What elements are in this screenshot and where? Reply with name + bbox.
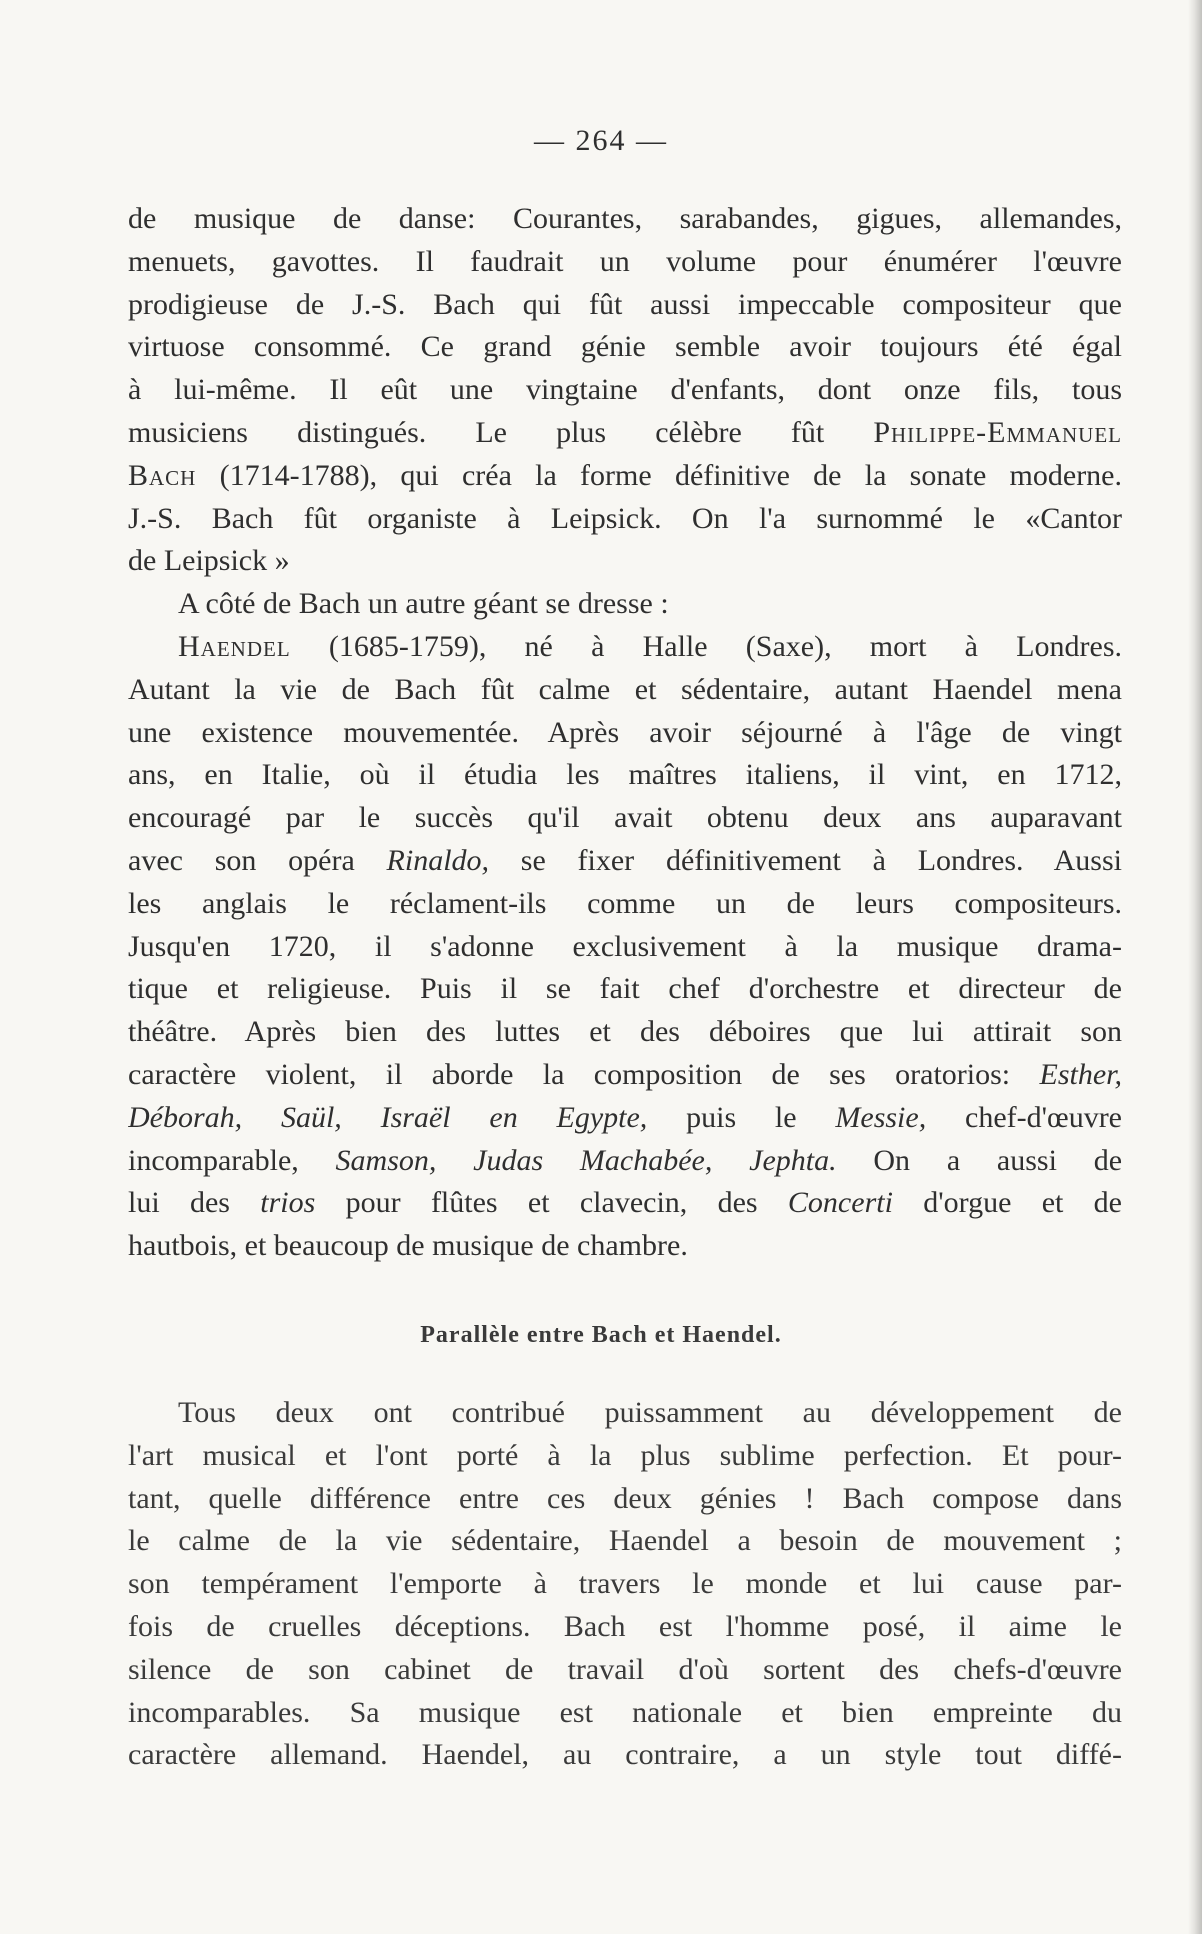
text-run: l'art musical et l'ont porté à la plus sublime perfection. Et pour- [128, 1438, 1122, 1472]
text-run: virtuose consommé. Ce grand génie semble avoir toujours été égal [128, 330, 1122, 364]
text-line [128, 712, 1122, 755]
text-run: encouragé par le succès qu'il avait obtenu deux ans auparavant [128, 801, 1122, 835]
text-run: silence de son cabinet de travail d'où sortent des chefs-d'œuvre [128, 1652, 1122, 1686]
text-run: (1714-1788), qui créa la forme définitive de la sonate moderne. [196, 458, 1122, 492]
text-run: pour flûtes et clavecin, des [315, 1186, 788, 1220]
text-line [128, 754, 1122, 797]
paragraph-3 [128, 626, 1122, 1268]
paragraph-4 [128, 1392, 1122, 1777]
text-line [128, 1054, 1122, 1097]
text-line [128, 498, 1122, 541]
text-line [128, 1097, 1122, 1140]
paragraph-1 [128, 198, 1122, 583]
text-run: son tempérament l'emporte à travers le monde et lui cause par- [128, 1567, 1122, 1601]
text-line [128, 1606, 1122, 1649]
text-run: se fixer définitivement à Londres. Aussi [489, 843, 1122, 877]
text-line [128, 1140, 1122, 1183]
text-line [128, 412, 1122, 455]
text-line [128, 1225, 1122, 1268]
text-line [128, 1478, 1122, 1521]
text-line [128, 840, 1122, 883]
italic-title: Concerti [787, 1186, 893, 1220]
text-run: avec son opéra [128, 843, 387, 877]
small-caps-name: Philippe-Emmanuel [873, 415, 1122, 449]
text-run: hautbois, et beaucoup de musique de chambre. [128, 1229, 688, 1263]
text-run: à lui-même. Il eût une vingtaine d'enfants, dont onze fils, tous [128, 373, 1122, 407]
text-run: prodigieuse de J.-S. Bach qui fût aussi impeccable compositeur que [128, 287, 1122, 321]
text-run: les anglais le réclament-ils comme un de leurs compositeurs. [128, 886, 1122, 920]
text-line [128, 198, 1122, 241]
text-run: incomparable, [128, 1143, 336, 1177]
text-run: Autant la vie de Bach fût calme et sédentaire, autant Haendel mena [128, 672, 1122, 706]
paragraph-2 [128, 583, 1122, 626]
text-line [128, 1563, 1122, 1606]
text-line [128, 1011, 1122, 1054]
text-line [128, 326, 1122, 369]
text-run: tique et religieuse. Puis il se fait chef d'orchestre et directeur de [128, 972, 1122, 1006]
text-run: A côté de Bach un autre géant se dresse : [178, 587, 669, 621]
text-line [128, 540, 1122, 583]
text-line [128, 455, 1122, 498]
italic-title: Messie, [835, 1100, 927, 1134]
text-run: chef-d'œuvre [926, 1100, 1122, 1134]
text-run: musiciens distingués. Le plus célèbre fût [128, 415, 874, 449]
text-run: d'orgue et de [892, 1186, 1122, 1220]
text-line [128, 926, 1122, 969]
small-caps-name: Bach [128, 458, 197, 492]
text-line [128, 968, 1122, 1011]
text-line [128, 669, 1122, 712]
text-run: On a aussi de [836, 1143, 1122, 1177]
text-line [128, 1435, 1122, 1478]
italic-title: trios [260, 1186, 316, 1220]
italic-title: Rinaldo, [386, 843, 490, 877]
text-run: de musique de danse: Courantes, sarabandes, gigues, allemandes, [128, 202, 1122, 235]
text-line [128, 1182, 1122, 1225]
text-run: lui des [128, 1186, 261, 1220]
text-line [128, 284, 1122, 327]
text-block-lower [128, 1392, 1122, 1777]
text-line [128, 583, 1122, 626]
text-run: de Leipsick » [128, 544, 290, 578]
text-line [128, 626, 1122, 669]
text-run: une existence mouvementée. Après avoir séjourné à l'âge de vingt [128, 715, 1122, 749]
text-run: J.-S. Bach fût organiste à Leipsick. On l'a surnommé le «Cantor [128, 501, 1122, 535]
text-run: Jusqu'en 1720, il s'adonne exclusivement à la musique drama- [128, 929, 1122, 963]
text-run: caractère violent, il aborde la composition de ses oratorios: [128, 1057, 1040, 1091]
text-run: ans, en Italie, où il étudia les maîtres italiens, il vint, en 1712, [128, 758, 1122, 792]
section-heading: Parallèle entre Bach et Haendel. [420, 1322, 782, 1348]
text-run: tant, quelle différence entre ces deux génies ! Bach compose dans [128, 1481, 1122, 1515]
page-number: — 264 — [534, 124, 668, 157]
text-line [128, 1649, 1122, 1692]
text-run: puis le [647, 1100, 836, 1134]
text-run: théâtre. Après bien des luttes et des déboires que lui attirait son [128, 1015, 1122, 1049]
text-line [128, 1734, 1122, 1777]
text-line [128, 1392, 1122, 1435]
italic-title: Samson, Judas Machabée, Jephta. [335, 1143, 837, 1177]
text-run: fois de cruelles déceptions. Bach est l'homme posé, il aime le [128, 1609, 1122, 1643]
text-line [128, 797, 1122, 840]
text-line [128, 369, 1122, 412]
text-run: le calme de la vie sédentaire, Haendel a besoin de mouvement ; [128, 1524, 1122, 1558]
text-run: (1685-1759), né à Halle (Saxe), mort à Londres. [290, 629, 1122, 663]
text-run: menuets, gavottes. Il faudrait un volume pour énumérer l'œuvre [128, 244, 1122, 278]
text-line [128, 883, 1122, 926]
text-run: Tous deux ont contribué puissamment au développement de [178, 1396, 1122, 1429]
text-line [128, 1692, 1122, 1735]
text-line [128, 241, 1122, 284]
text-run: incomparables. Sa musique est nationale et bien empreinte du [128, 1695, 1122, 1729]
text-line [128, 1520, 1122, 1563]
page-edge-shadow [1188, 0, 1202, 1934]
small-caps-name: Haendel [178, 629, 291, 663]
italic-title: Déborah, Saül, Israël en Egypte, [128, 1100, 648, 1134]
text-run: caractère allemand. Haendel, au contraire, a un style tout diffé- [128, 1738, 1122, 1772]
italic-title: Esther, [1039, 1057, 1122, 1091]
text-block-upper [128, 198, 1122, 1268]
